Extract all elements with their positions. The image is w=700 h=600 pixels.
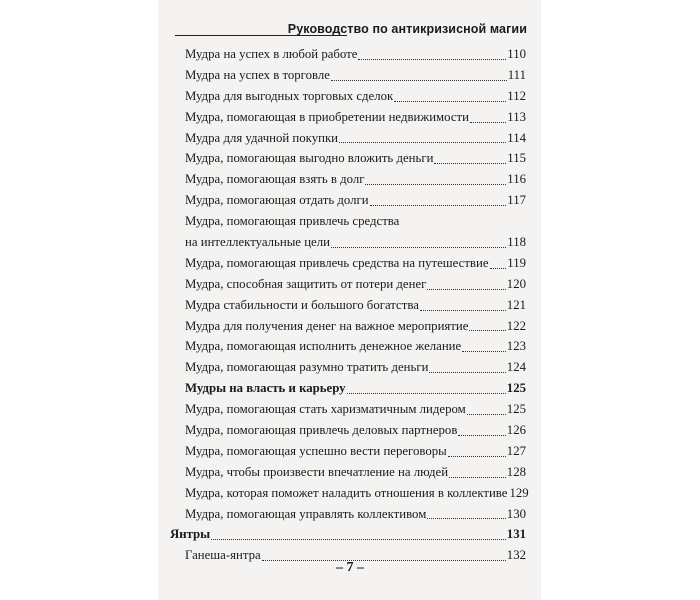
toc-entry-title: Мудра, помогающая привлечь средства на путешествие xyxy=(185,255,489,270)
toc-entry-title: Мудра, помогающая управлять коллективом xyxy=(185,506,427,521)
toc-entry xyxy=(185,483,529,504)
toc-leader-dots xyxy=(429,371,505,373)
toc-entry-title: Мудра на успех в любой работе xyxy=(185,47,358,61)
toc-entry-page: 132 xyxy=(506,548,526,563)
toc-entry-page: 116 xyxy=(507,172,526,187)
toc-leader-dots xyxy=(339,141,506,143)
toc-entry-page: 112 xyxy=(507,88,526,103)
toc-entry xyxy=(185,420,526,441)
toc-entry-page: 120 xyxy=(506,276,526,291)
toc-entry xyxy=(185,128,526,149)
toc-entry-page: 127 xyxy=(506,443,526,458)
toc-leader-dots xyxy=(365,183,506,185)
toc-leader-dots xyxy=(370,204,507,206)
toc-entry xyxy=(185,86,526,107)
running-header xyxy=(175,22,527,40)
toc-entry-title: Мудра стабильности и большого богатства xyxy=(185,297,419,312)
toc-entry-page: 125 xyxy=(506,402,526,417)
toc-entry-title: Мудра для удачной покупки xyxy=(185,130,339,145)
toc-entry xyxy=(185,148,526,169)
page-number: – 7 – xyxy=(336,560,364,575)
toc-leader-dots xyxy=(467,413,506,415)
toc-entry-title: Мудра, способная защитить от потери денег xyxy=(185,276,427,291)
toc-entry-page: 126 xyxy=(506,423,526,438)
toc-entry-page: 117 xyxy=(507,193,526,208)
toc-entry xyxy=(185,378,526,399)
toc-entry-title: Мудра, помогающая в приобретении недвижимости xyxy=(185,109,469,124)
toc-leader-dots xyxy=(458,434,505,436)
toc-entry-title: Мудра, помогающая стать харизматичным лидером xyxy=(185,402,466,417)
toc-entry xyxy=(185,357,526,378)
toc-entry-title: Мудра, помогающая привлечь деловых партнеров xyxy=(185,423,458,438)
toc-entry xyxy=(185,65,526,86)
toc-leader-dots xyxy=(434,162,506,164)
toc-entry-title: Мудра, помогающая отдать долги xyxy=(185,193,369,208)
toc-entry xyxy=(185,107,526,128)
toc-entry xyxy=(185,253,526,274)
toc-leader-dots xyxy=(448,455,506,457)
toc-entry-title: Ганеша-янтра xyxy=(185,548,261,563)
toc-entry-title: Мудры на власть и карьеру xyxy=(185,381,346,396)
toc-entry-title: Мудра, которая поможет наладить отношения в коллективе xyxy=(185,485,508,500)
toc-entry-title: Мудра, помогающая выгодно вложить деньги xyxy=(185,151,434,166)
toc-entry-title: Мудра, помогающая взять в долг xyxy=(185,172,365,187)
toc-entry-title: Мудра для выгодных торговых сделок xyxy=(185,88,394,103)
toc-leader-dots xyxy=(347,392,506,394)
toc-leader-dots xyxy=(469,329,505,331)
toc-leader-dots xyxy=(211,538,506,540)
toc-leader-dots xyxy=(331,246,506,248)
toc-leader-dots xyxy=(462,350,506,352)
toc-leader-dots xyxy=(394,100,506,102)
toc-entry xyxy=(185,336,526,357)
toc-entry-page: 124 xyxy=(506,360,526,375)
toc-entry-title: Мудра, чтобы произвести впечатление на людей xyxy=(185,464,449,479)
toc-entry xyxy=(185,504,526,525)
toc-leader-dots xyxy=(470,121,506,123)
toc-entry-page: 121 xyxy=(506,297,526,312)
toc-entry xyxy=(185,169,526,190)
toc-entry-title: Янтры xyxy=(170,527,211,542)
toc-entry xyxy=(185,274,526,295)
toc-entry-page: 113 xyxy=(507,109,526,124)
toc-entry-title: Мудра, помогающая разумно тратить деньги xyxy=(185,360,429,375)
toc-entry xyxy=(170,524,526,545)
toc-entry-title: Мудра на успех в торговле xyxy=(185,67,330,82)
toc-entry xyxy=(185,462,526,483)
toc-entry-page: 129 xyxy=(509,485,529,500)
toc-leader-dots xyxy=(449,476,506,478)
toc-entry-title: Мудра, помогающая привлечь средства xyxy=(185,214,400,229)
toc-entry-title: Мудра для получения денег на важное мероприятие xyxy=(185,318,469,333)
toc-entry xyxy=(185,211,526,232)
toc-leader-dots xyxy=(490,267,507,269)
toc-entry-page: 128 xyxy=(506,464,526,479)
toc-entry xyxy=(185,399,526,420)
toc-leader-dots xyxy=(331,79,507,81)
toc-entry-page: 130 xyxy=(506,506,526,521)
toc-entry-title: Мудра, помогающая успешно вести переговоры xyxy=(185,443,447,458)
toc-entry-page: 111 xyxy=(507,67,526,82)
toc-entry-title: на интеллектуальные цели xyxy=(185,235,330,250)
toc-entry-title: Мудра, помогающая исполнить денежное желание xyxy=(185,339,462,354)
toc-entry-page: 125 xyxy=(506,381,526,396)
toc-entry-page: 114 xyxy=(507,130,526,145)
toc-leader-dots xyxy=(427,288,505,290)
toc-entry xyxy=(185,441,526,462)
toc-entry-page: 119 xyxy=(507,255,526,270)
toc-leader-dots xyxy=(420,309,506,311)
toc-entry xyxy=(185,190,526,211)
toc-entry-page: 110 xyxy=(507,47,526,61)
header-title: Руководство по антикризисной магии xyxy=(287,22,527,36)
toc-entry-page: 115 xyxy=(507,151,526,166)
toc-leader-dots xyxy=(358,58,506,60)
toc-entry-page: 131 xyxy=(506,527,526,542)
toc-entry xyxy=(185,316,526,337)
toc-entry-page: 123 xyxy=(506,339,526,354)
toc-entry xyxy=(185,44,526,65)
toc-leader-dots xyxy=(427,517,506,519)
toc-entry xyxy=(185,232,526,253)
toc-entry-page: 118 xyxy=(507,235,526,250)
table-of-contents xyxy=(170,44,529,566)
toc-entry xyxy=(185,295,526,316)
toc-entry-page: 122 xyxy=(506,318,526,333)
